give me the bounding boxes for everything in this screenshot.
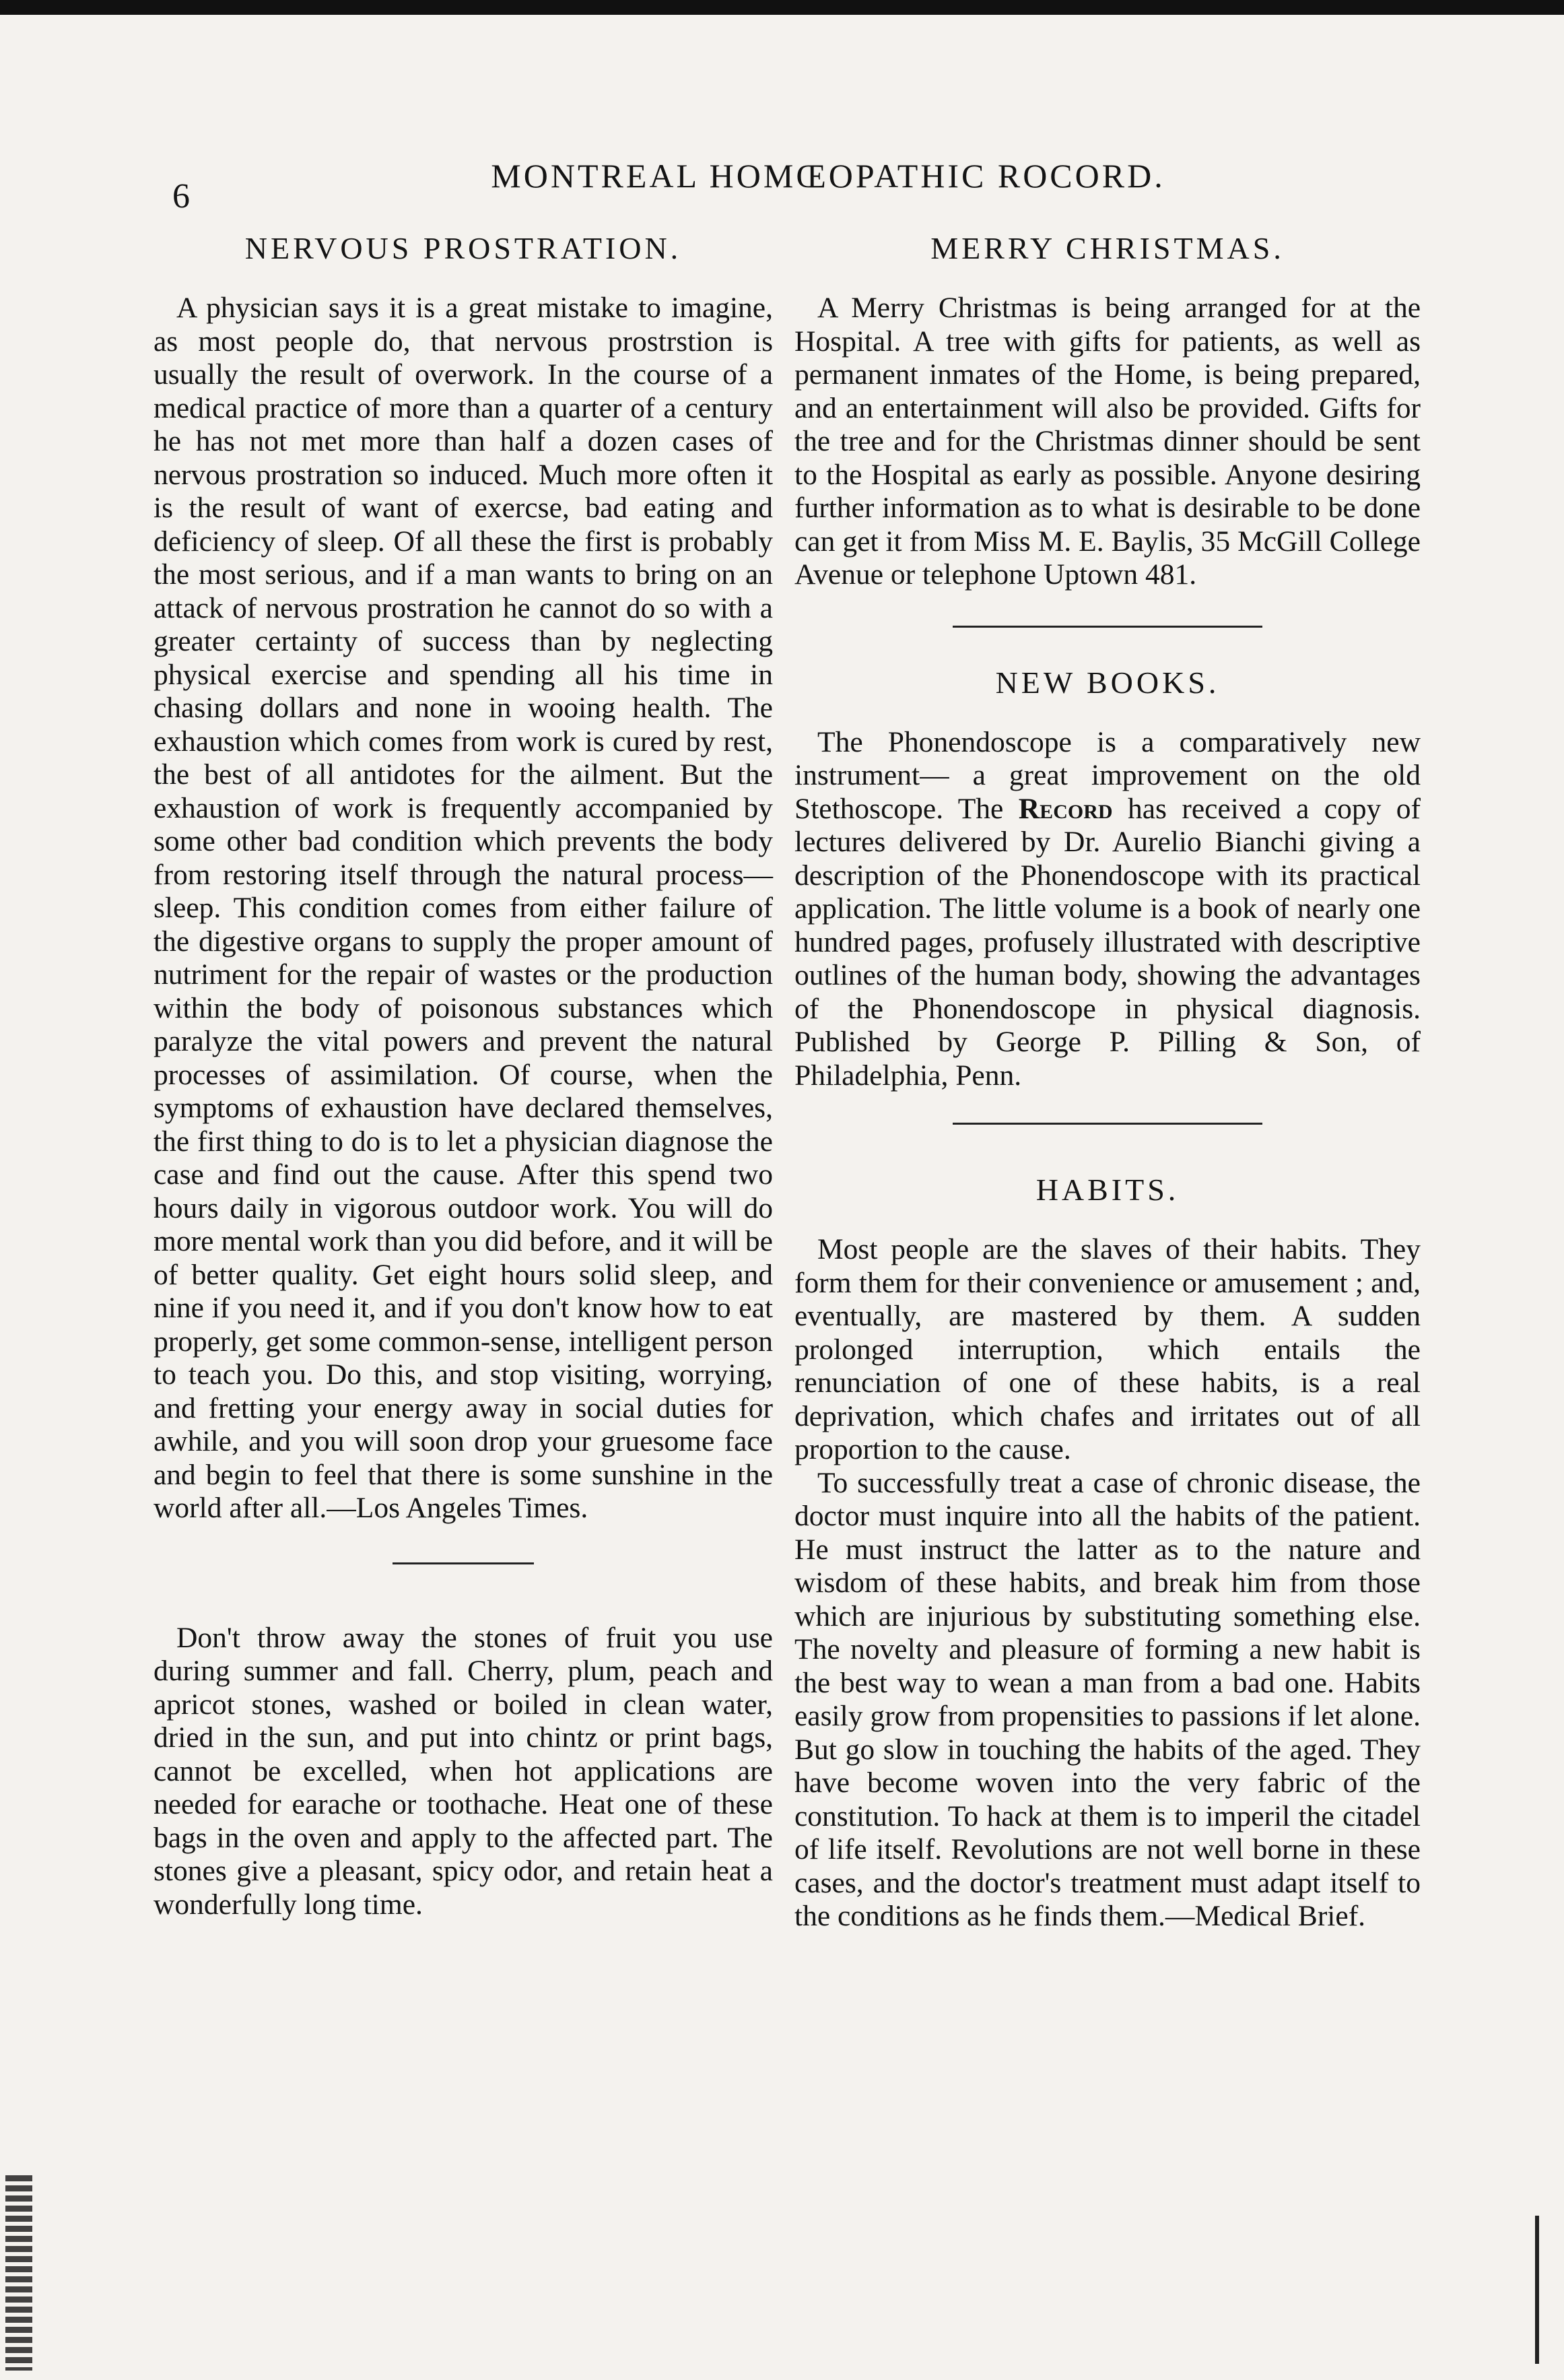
- section-divider: [953, 626, 1262, 628]
- scan-edge-bar: [0, 0, 1564, 15]
- heading-new-books: NEW BOOKS.: [995, 665, 1220, 700]
- heading-merry-christmas: MERRY CHRISTMAS.: [930, 231, 1285, 265]
- section-divider: [393, 1562, 534, 1564]
- page-number: 6: [172, 177, 190, 216]
- scan-margin-mark: [5, 2175, 32, 2371]
- new-books-text-part-1: The Phonendoscope is a comparatively new instrument— a great improvement on the old Stethoscope. The: [794, 725, 1421, 825]
- article-habits-paragraph-1: Most people are the slaves of their habits. They form them for their convenience or amusement ; and, eventually, are mastered by them. A sudden prolonged interruption, which entails the renunciation of one of these habits, is a real deprivation, which chafes and irritates out of all proportion to the cause.: [794, 1233, 1421, 1465]
- right-column: [794, 222, 1421, 1933]
- left-column: [154, 222, 773, 1921]
- section-divider: [953, 1123, 1262, 1125]
- heading-habits: HABITS.: [1035, 1172, 1180, 1207]
- article-new-books-body: [794, 726, 1421, 1093]
- article-nervous-prostration-body: A physician says it is a great mistake to imagine, as most people do, that nervous prostrstion is usually the result of overwork. In the course of a medical practice of more than a quarter of a century he has not met more than half a dozen cases of nervous prostration so induced. Much more often it is the result of want of exercse, bad eating and deficiency of sleep. Of all these the first is probably the most serious, and if a man wants to bring on an attack of nervous prostration he cannot do so with a greater certainty of success than by neglecting physical exercise and spending all his time in chasing dollars and none in wooing health. The exhaustion which comes from work is cured by rest, the best of all antidotes for the ailment. But the exhaustion of work is frequently accompanied by some other bad condition which prevents the body from restoring itself through the natural process—sleep. This condition comes from either failure of the digestive organs to supply the proper amount of nutriment for the repair of wastes or the production within the body of poisonous substances which paralyze the vital powers and prevent the natural processes of assimilation. Of course, when the symptoms of exhaustion have declared themselves, the first thing to do is to let a physician diagnose the case and find out the cause. After this spend two hours daily in vigorous outdoor work. You will do more mental work than you did before, and it will be of better quality. Get eight hours solid sleep, and nine if you need it, and if you don't know how to eat properly, get some common-sense, intelligent person to teach you. Do this, and stop visiting, worrying, and fretting your energy away in social duties for awhile, and you will soon drop your gruesome face and begin to feel that there is some sunshine in the world after all.—Los Angeles Times.: [154, 292, 773, 1524]
- new-books-text-part-2: has received a copy of lectures delivered by Dr. Aurelio Bianchi giving a description of the Phonendoscope with its practical application. The little volume is a book of nearly one hundred pages, profusely illustrated with descriptive outlines of the human body, showing the advantages of the Phonendoscope in physical diagnosis. Published by George P. Pilling & Son, of Philadelphia, Penn.: [794, 792, 1421, 1092]
- record-word: Record: [1018, 792, 1113, 825]
- article-habits-paragraph-2: To successfully treat a case of chronic disease, the doctor must inquire into all the habits of the patient. He must instruct the latter as to the nature and wisdom of these habits, and break him from those which are injurious by substituting something else. The novelty and pleasure of forming a new habit is the best way to wean a man from a bad one. Habits easily grow from propensities to passions if let alone. But go slow in touching the habits of the aged. They have become woven into the very fabric of the constitution. To hack at them is to imperil the citadel of life itself. Revolutions are not well borne in these cases, and the doctor's treatment must adapt itself to the conditions as he finds them.—Medical Brief.: [794, 1466, 1421, 1932]
- heading-nervous-prostration: NERVOUS PROSTRATION.: [244, 231, 682, 265]
- article-merry-christmas-body: A Merry Christmas is being arranged for at the Hospital. A tree with gifts for patients, as well as permanent inmates of the Home, is being prepared, and an entertainment will also be provided. Gifts for the tree and for the Christmas dinner should be sent to the Hospital as early as possible. Anyone desiring further information as to what is desirable to be done can get it from Miss M. E. Baylis, 35 McGill College Avenue or telephone Uptown 481.: [794, 292, 1421, 591]
- article-fruit-stones-body: Don't throw away the stones of fruit you use during summer and fall. Cherry, plum, peach and apricot stones, washed or boiled in clean water, dried in the sun, and put into chintz or print bags, cannot be excelled, when hot applications are needed for earache or toothache. Heat one of these bags in the oven and apply to the affected part. The stones give a pleasant, spicy odor, and retain heat a wonderfully long time.: [154, 1621, 773, 1921]
- running-title: MONTREAL HOMŒOPATHIC ROCORD.: [491, 157, 1165, 195]
- scan-margin-mark: [1535, 2216, 1539, 2364]
